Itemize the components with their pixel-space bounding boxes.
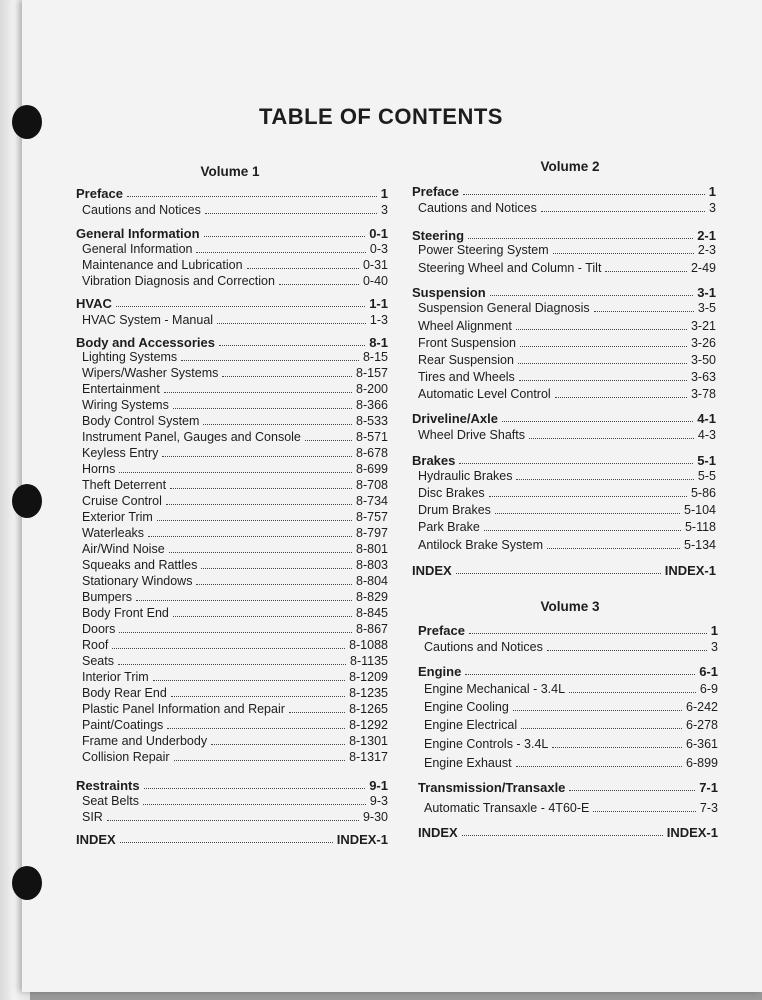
entry-page-number: 6-278 — [686, 718, 718, 732]
entry-page-number: 8-15 — [362, 350, 388, 364]
entry-label: Wiring Systems — [82, 398, 169, 412]
leader-dots — [173, 408, 352, 409]
toc-entry — [412, 319, 716, 333]
toc-section-entry — [412, 453, 716, 468]
leader-dots — [164, 392, 352, 393]
entry-page-number: 8-1265 — [349, 702, 388, 716]
entry-label: Interior Trim — [82, 670, 149, 684]
leader-dots — [469, 633, 707, 634]
entry-label: Drum Brakes — [418, 503, 491, 517]
toc-entry — [76, 510, 388, 524]
leader-dots — [170, 488, 352, 489]
toc-section-entry — [418, 780, 718, 795]
entry-page-number: 3-21 — [690, 319, 716, 333]
toc-entry — [76, 478, 388, 492]
toc-entry — [418, 682, 718, 696]
volume-heading: Volume 2 — [540, 159, 600, 174]
entry-page-number: 6-9 — [699, 682, 718, 696]
entry-label: Cautions and Notices — [82, 203, 201, 217]
leader-dots — [456, 573, 661, 574]
entry-page-number: 8-1317 — [349, 750, 388, 764]
leader-dots — [201, 568, 352, 569]
entry-page-number: 1 — [708, 184, 716, 199]
toc-entry — [76, 382, 388, 396]
entry-label: Front Suspension — [418, 336, 516, 350]
toc-section-entry — [76, 186, 388, 201]
entry-page-number: 8-804 — [356, 574, 388, 588]
entry-label: Body Control System — [82, 414, 200, 428]
entry-label: Wheel Drive Shafts — [418, 428, 525, 442]
entry-label: INDEX — [76, 832, 116, 847]
toc-section-entry — [412, 563, 716, 578]
toc-entry — [76, 430, 388, 444]
entry-page-number: 7-1 — [699, 780, 718, 795]
entry-label: Engine — [418, 664, 462, 679]
entry-label: Horns — [82, 462, 116, 476]
leader-dots — [247, 268, 359, 269]
entry-page-number: 8-845 — [356, 606, 388, 620]
toc-entry — [76, 366, 388, 380]
leader-dots — [173, 616, 352, 617]
page-title: TABLE OF CONTENTS — [259, 104, 503, 129]
toc-section-entry — [76, 832, 388, 847]
entry-label: Engine Electrical — [424, 718, 518, 732]
entry-label: Frame and Underbody — [82, 734, 208, 748]
toc-entry — [76, 446, 388, 460]
leader-dots — [516, 766, 682, 767]
leader-dots — [162, 456, 352, 457]
leader-dots — [516, 479, 693, 480]
toc-entry — [76, 414, 388, 428]
entry-page-number: 7-3 — [699, 801, 718, 815]
toc-entry — [412, 469, 716, 483]
entry-label: Plastic Panel Information and Repair — [82, 702, 285, 716]
entry-page-number: 8-200 — [356, 382, 388, 396]
entry-label: Vibration Diagnosis and Correction — [82, 274, 275, 288]
entry-label: Body Rear End — [82, 686, 167, 700]
entry-label: Air/Wind Noise — [82, 542, 165, 556]
toc-entry — [412, 353, 716, 367]
toc-entry — [76, 542, 388, 556]
leader-dots — [490, 295, 694, 296]
entry-label: Roof — [82, 638, 109, 652]
entry-page-number: 8-801 — [356, 542, 388, 556]
toc-entry — [76, 622, 388, 636]
leader-dots — [127, 196, 377, 197]
entry-page-number: 4-3 — [697, 428, 716, 442]
entry-page-number: 3 — [711, 640, 718, 654]
leader-dots — [459, 463, 693, 464]
entry-page-number: INDEX-1 — [666, 825, 718, 840]
entry-page-number: 5-1 — [697, 453, 716, 468]
entry-page-number: 4-1 — [697, 411, 716, 426]
leader-dots — [495, 513, 680, 514]
toc-section-entry — [76, 226, 388, 241]
toc-section-entry — [76, 335, 388, 350]
leader-dots — [112, 648, 345, 649]
volume-heading: Volume 3 — [540, 599, 600, 614]
entry-label: Body and Accessories — [76, 335, 215, 350]
entry-page-number: 8-1301 — [349, 734, 388, 748]
leader-dots — [569, 790, 695, 791]
entry-label: Automatic Level Control — [418, 387, 551, 401]
toc-section-entry — [418, 825, 718, 840]
leader-dots — [204, 236, 366, 237]
toc-entry — [76, 203, 388, 217]
entry-page-number: INDEX-1 — [664, 563, 716, 578]
entry-page-number: 8-699 — [356, 462, 388, 476]
entry-label: Rear Suspension — [418, 353, 514, 367]
entry-label: Driveline/Axle — [412, 411, 498, 426]
leader-dots — [502, 421, 693, 422]
leader-dots — [169, 552, 352, 553]
entry-label: INDEX — [418, 825, 458, 840]
entry-label: General Information — [76, 226, 200, 241]
entry-page-number: 8-734 — [356, 494, 388, 508]
toc-entry — [412, 503, 716, 517]
entry-label: Transmission/Transaxle — [418, 780, 566, 795]
leader-dots — [547, 548, 680, 549]
entry-page-number: 6-361 — [686, 737, 718, 751]
toc-entry — [76, 258, 388, 272]
entry-label: Preface — [418, 623, 465, 638]
leader-dots — [148, 536, 352, 537]
entry-page-number: 9-3 — [369, 794, 388, 808]
leader-dots — [116, 306, 365, 307]
leader-dots — [289, 712, 345, 713]
leader-dots — [520, 346, 687, 347]
leader-dots — [153, 680, 345, 681]
toc-entry — [76, 606, 388, 620]
entry-page-number: 3-26 — [690, 336, 716, 350]
toc-entry — [76, 526, 388, 540]
leader-dots — [519, 380, 687, 381]
entry-page-number: 1 — [710, 623, 718, 638]
leader-dots — [594, 311, 694, 312]
entry-page-number: 3-78 — [690, 387, 716, 401]
entry-label: Body Front End — [82, 606, 169, 620]
leader-dots — [484, 530, 681, 531]
toc-entry — [76, 734, 388, 748]
entry-page-number: 1-1 — [369, 296, 388, 311]
leader-dots — [166, 504, 352, 505]
leader-dots — [513, 710, 682, 711]
toc-entry — [76, 494, 388, 508]
entry-label: Maintenance and Lubrication — [82, 258, 243, 272]
toc-entry — [412, 261, 716, 275]
toc-entry — [76, 718, 388, 732]
entry-page-number: 6-899 — [686, 756, 718, 770]
entry-label: Collision Repair — [82, 750, 170, 764]
toc-entry — [76, 558, 388, 572]
entry-label: Paint/Coatings — [82, 718, 164, 732]
toc-entry — [418, 700, 718, 714]
entry-label: Doors — [82, 622, 116, 636]
entry-label: General Information — [82, 242, 193, 256]
entry-label: Steering — [412, 228, 465, 243]
leader-dots — [144, 788, 366, 789]
toc-entry — [76, 462, 388, 476]
leader-dots — [465, 674, 695, 675]
entry-page-number: 8-867 — [356, 622, 388, 636]
punch-hole — [12, 866, 42, 900]
entry-page-number: 9-30 — [362, 810, 388, 824]
entry-label: Antilock Brake System — [418, 538, 544, 552]
toc-entry — [76, 242, 388, 256]
toc-entry — [412, 201, 716, 215]
leader-dots — [119, 472, 352, 473]
entry-label: Exterior Trim — [82, 510, 153, 524]
entry-label: Instrument Panel, Gauges and Console — [82, 430, 301, 444]
entry-label: Brakes — [412, 453, 456, 468]
entry-page-number: 8-1088 — [349, 638, 388, 652]
entry-label: Lighting Systems — [82, 350, 178, 364]
toc-entry — [412, 301, 716, 315]
entry-page-number: 8-1 — [369, 335, 388, 350]
toc-section-entry — [412, 184, 716, 199]
leader-dots — [521, 728, 682, 729]
toc-section-entry — [76, 296, 388, 311]
entry-label: Preface — [76, 186, 123, 201]
leader-dots — [203, 424, 352, 425]
toc-entry — [76, 810, 388, 824]
leader-dots — [205, 213, 377, 214]
entry-page-number: 3-63 — [690, 370, 716, 384]
entry-page-number: 8-1135 — [350, 654, 388, 668]
entry-page-number: 8-366 — [356, 398, 388, 412]
entry-page-number: 2-1 — [697, 228, 716, 243]
leader-dots — [171, 696, 345, 697]
entry-label: Hydraulic Brakes — [418, 469, 513, 483]
leader-dots — [107, 820, 359, 821]
toc-section-entry — [412, 411, 716, 426]
toc-entry — [76, 274, 388, 288]
entry-label: Seats — [82, 654, 114, 668]
entry-label: Cruise Control — [82, 494, 162, 508]
toc-entry — [412, 428, 716, 442]
leader-dots — [219, 345, 365, 346]
entry-label: SIR — [82, 810, 103, 824]
entry-page-number: 6-242 — [686, 700, 718, 714]
toc-entry — [412, 370, 716, 384]
entry-page-number: 2-49 — [690, 261, 716, 275]
entry-page-number: 8-533 — [356, 414, 388, 428]
entry-page-number: 3 — [381, 203, 388, 217]
leader-dots — [136, 600, 352, 601]
entry-page-number: 9-1 — [369, 778, 388, 793]
toc-entry — [76, 750, 388, 764]
toc-entry — [412, 520, 716, 534]
leader-dots — [217, 323, 366, 324]
leader-dots — [181, 360, 359, 361]
entry-label: HVAC System - Manual — [82, 313, 214, 327]
entry-label: Preface — [412, 184, 459, 199]
leader-dots — [462, 835, 663, 836]
leader-dots — [222, 376, 352, 377]
toc-section-entry — [412, 285, 716, 300]
leader-dots — [552, 747, 682, 748]
toc-entry — [412, 538, 716, 552]
entry-label: Suspension — [412, 285, 486, 300]
entry-page-number: 1 — [380, 186, 388, 201]
toc-entry — [76, 398, 388, 412]
leader-dots — [555, 397, 687, 398]
toc-entry — [418, 801, 718, 815]
leader-dots — [196, 584, 352, 585]
toc-entry — [412, 387, 716, 401]
entry-page-number: 5-134 — [684, 538, 716, 552]
entry-page-number: 0-40 — [362, 274, 388, 288]
toc-entry — [76, 702, 388, 716]
entry-label: Steering Wheel and Column - Tilt — [418, 261, 602, 275]
toc-entry — [76, 350, 388, 364]
punch-hole — [12, 484, 42, 518]
entry-label: Cautions and Notices — [424, 640, 543, 654]
entry-label: Seat Belts — [82, 794, 139, 808]
entry-page-number: 3 — [709, 201, 716, 215]
entry-label: Power Steering System — [418, 243, 549, 257]
entry-page-number: 8-829 — [356, 590, 388, 604]
leader-dots — [541, 211, 705, 212]
entry-page-number: 8-1292 — [349, 718, 388, 732]
leader-dots — [518, 363, 687, 364]
entry-label: INDEX — [412, 563, 452, 578]
entry-label: Engine Cooling — [424, 700, 509, 714]
leader-dots — [167, 728, 345, 729]
entry-page-number: 8-803 — [356, 558, 388, 572]
entry-label: Automatic Transaxle - 4T60-E — [424, 801, 590, 815]
entry-page-number: 6-1 — [699, 664, 718, 679]
toc-entry — [412, 243, 716, 257]
entry-label: Wheel Alignment — [418, 319, 512, 333]
entry-page-number: 8-571 — [356, 430, 388, 444]
entry-page-number: 5-104 — [684, 503, 716, 517]
entry-page-number: 0-3 — [369, 242, 388, 256]
entry-label: Waterleaks — [82, 526, 145, 540]
entry-page-number: 2-3 — [697, 243, 716, 257]
entry-page-number: 3-1 — [697, 285, 716, 300]
toc-section-entry — [412, 228, 716, 243]
entry-label: Engine Mechanical - 3.4L — [424, 682, 566, 696]
toc-section-entry — [76, 778, 388, 793]
toc-section-entry — [418, 664, 718, 679]
leader-dots — [489, 496, 687, 497]
entry-page-number: 8-1209 — [349, 670, 388, 684]
toc-entry — [418, 756, 718, 770]
entry-label: Disc Brakes — [418, 486, 485, 500]
toc-entry — [412, 486, 716, 500]
entry-label: Stationary Windows — [82, 574, 193, 588]
leader-dots — [516, 329, 687, 330]
leader-dots — [118, 664, 346, 665]
entry-label: Cautions and Notices — [418, 201, 537, 215]
entry-label: Keyless Entry — [82, 446, 159, 460]
leader-dots — [120, 842, 333, 843]
entry-label: Entertainment — [82, 382, 160, 396]
entry-page-number: 1-3 — [369, 313, 388, 327]
leader-dots — [211, 744, 345, 745]
leader-dots — [143, 804, 366, 805]
entry-label: Engine Controls - 3.4L — [424, 737, 549, 751]
entry-page-number: 3-5 — [697, 301, 716, 315]
entry-page-number: 8-1235 — [349, 686, 388, 700]
leader-dots — [119, 632, 352, 633]
leader-dots — [279, 284, 359, 285]
entry-label: Restraints — [76, 778, 140, 793]
leader-dots — [529, 438, 694, 439]
entry-page-number: 5-86 — [690, 486, 716, 500]
entry-page-number: 3-50 — [690, 353, 716, 367]
toc-entry — [76, 574, 388, 588]
entry-label: Tires and Wheels — [418, 370, 515, 384]
leader-dots — [468, 238, 693, 239]
leader-dots — [547, 650, 707, 651]
leader-dots — [605, 271, 687, 272]
toc-entry — [76, 313, 388, 327]
entry-page-number: INDEX-1 — [336, 832, 388, 847]
entry-page-number: 5-118 — [684, 520, 716, 534]
toc-entry — [76, 794, 388, 808]
toc-entry — [76, 670, 388, 684]
toc-entry — [76, 638, 388, 652]
toc-entry — [76, 686, 388, 700]
entry-page-number: 0-1 — [369, 226, 388, 241]
leader-dots — [569, 692, 696, 693]
entry-page-number: 8-757 — [356, 510, 388, 524]
toc-entry — [412, 336, 716, 350]
entry-label: Engine Exhaust — [424, 756, 512, 770]
toc-entry — [76, 590, 388, 604]
leader-dots — [593, 811, 696, 812]
entry-page-number: 8-708 — [356, 478, 388, 492]
entry-page-number: 8-678 — [356, 446, 388, 460]
entry-label: Suspension General Diagnosis — [418, 301, 590, 315]
toc-entry — [418, 640, 718, 654]
entry-label: Bumpers — [82, 590, 133, 604]
volume-heading: Volume 1 — [200, 164, 260, 179]
leader-dots — [305, 440, 352, 441]
leader-dots — [553, 253, 694, 254]
entry-label: Theft Deterrent — [82, 478, 167, 492]
leader-dots — [196, 252, 365, 253]
leader-dots — [463, 194, 705, 195]
entry-page-number: 5-5 — [697, 469, 716, 483]
toc-entry — [418, 718, 718, 732]
entry-page-number: 8-797 — [356, 526, 388, 540]
entry-page-number: 0-31 — [362, 258, 388, 272]
entry-page-number: 8-157 — [356, 366, 388, 380]
leader-dots — [174, 760, 346, 761]
toc-section-entry — [418, 623, 718, 638]
entry-label: Squeaks and Rattles — [82, 558, 198, 572]
toc-entry — [418, 737, 718, 751]
entry-label: Wipers/Washer Systems — [82, 366, 219, 380]
toc-entry — [76, 654, 388, 668]
leader-dots — [157, 520, 352, 521]
entry-label: Park Brake — [418, 520, 480, 534]
entry-label: HVAC — [76, 296, 112, 311]
